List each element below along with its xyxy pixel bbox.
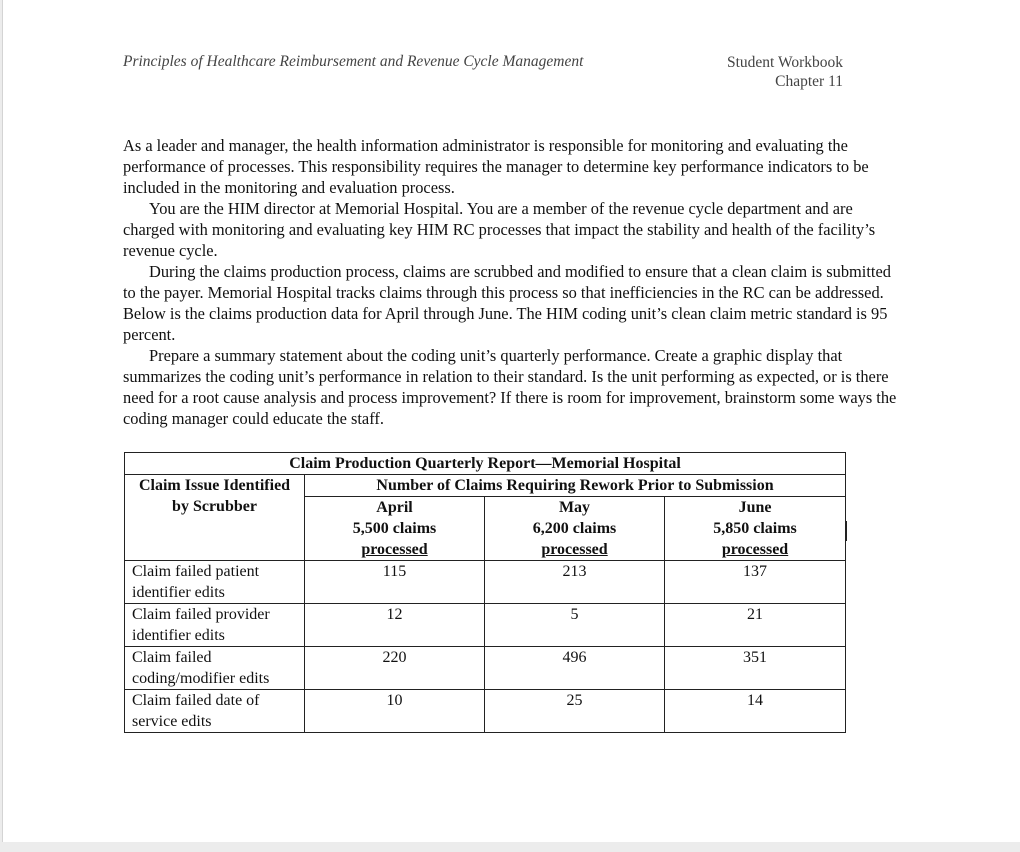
- month-header-may: [485, 497, 665, 561]
- may-cell: 5: [485, 604, 665, 647]
- may-cell: 213: [485, 561, 665, 604]
- month-header-april: [305, 497, 485, 561]
- paragraph-3: During the claims production process, claims are scrubbed and modified to ensure that a clean claim is submitted to the payer. Memorial Hospital tracks claims through this process so that inefficiencies in the RC can be addressed. Below is the claims production data for April through June. The HIM coding unit’s clean claim metric standard is 95 percent.: [123, 262, 891, 344]
- month-name: June: [738, 499, 772, 516]
- table-row: [125, 604, 846, 647]
- header-chapter-info: [603, 53, 843, 91]
- table-title: Claim Production Quarterly Report—Memorial Hospital: [125, 453, 846, 475]
- june-cell: 21: [665, 604, 846, 647]
- document-page: [2, 0, 1020, 842]
- rework-group-header: Number of Claims Requiring Rework Prior to Submission: [305, 475, 846, 497]
- month-header-june: [665, 497, 846, 561]
- paragraph-1: As a leader and manager, the health information administrator is responsible for monitoring and evaluating the performance of processes. This responsibility requires the manager to determine key performance indicators to be included in the monitoring and evaluation process.: [123, 136, 869, 197]
- issue-cell: Claim failed provider identifier edits: [125, 604, 305, 647]
- month-name: May: [558, 499, 591, 516]
- text-cursor: [846, 521, 847, 541]
- month-name: April: [376, 499, 413, 516]
- april-cell: 12: [305, 604, 485, 647]
- month-claims: 5,850 claims: [713, 520, 797, 537]
- paragraph-4: Prepare a summary statement about the coding unit’s quarterly performance. Create a graphic display that summarizes the coding unit’s performance in relation to their standard. Is the unit performing as expected, or is there need for a root cause analysis and process improvement? If there is room for improvement, brainstorm some ways the coding manager could educate the staff.: [123, 346, 897, 428]
- table-title-row: [125, 453, 846, 475]
- june-cell: 351: [665, 647, 846, 690]
- month-processed: processed: [541, 541, 608, 558]
- table-header-row: [125, 475, 846, 497]
- april-cell: 220: [305, 647, 485, 690]
- header-book-title: Principles of Healthcare Reimbursement and Revenue Cycle Management: [123, 53, 584, 70]
- header-workbook: Student Workbook: [726, 54, 843, 71]
- month-claims: 5,500 claims: [352, 520, 437, 537]
- month-processed: processed: [721, 541, 789, 558]
- june-cell: 137: [665, 561, 846, 604]
- issue-cell: Claim failed patient identifier edits: [125, 561, 305, 604]
- april-cell: 10: [305, 690, 485, 733]
- june-cell: 14: [665, 690, 846, 733]
- table-row: [125, 561, 846, 604]
- table-row: [125, 647, 846, 690]
- issue-cell: Claim failed coding/modifier edits: [125, 647, 305, 690]
- issue-cell: Claim failed date of service edits: [125, 690, 305, 733]
- body-text: [123, 135, 897, 429]
- issue-column-header: Claim Issue Identified by Scrubber: [125, 475, 305, 561]
- may-cell: 496: [485, 647, 665, 690]
- claims-report-table: [124, 452, 846, 733]
- april-cell: 115: [305, 561, 485, 604]
- month-processed: processed: [361, 541, 428, 558]
- may-cell: 25: [485, 690, 665, 733]
- header-chapter: Chapter 11: [775, 73, 843, 90]
- month-claims: 6,200 claims: [532, 520, 617, 537]
- paragraph-2: You are the HIM director at Memorial Hospital. You are a member of the revenue cycle department and are charged with monitoring and evaluating key HIM RC processes that impact the stability and health of the facility’s revenue cycle.: [123, 199, 876, 260]
- table-row: [125, 690, 846, 733]
